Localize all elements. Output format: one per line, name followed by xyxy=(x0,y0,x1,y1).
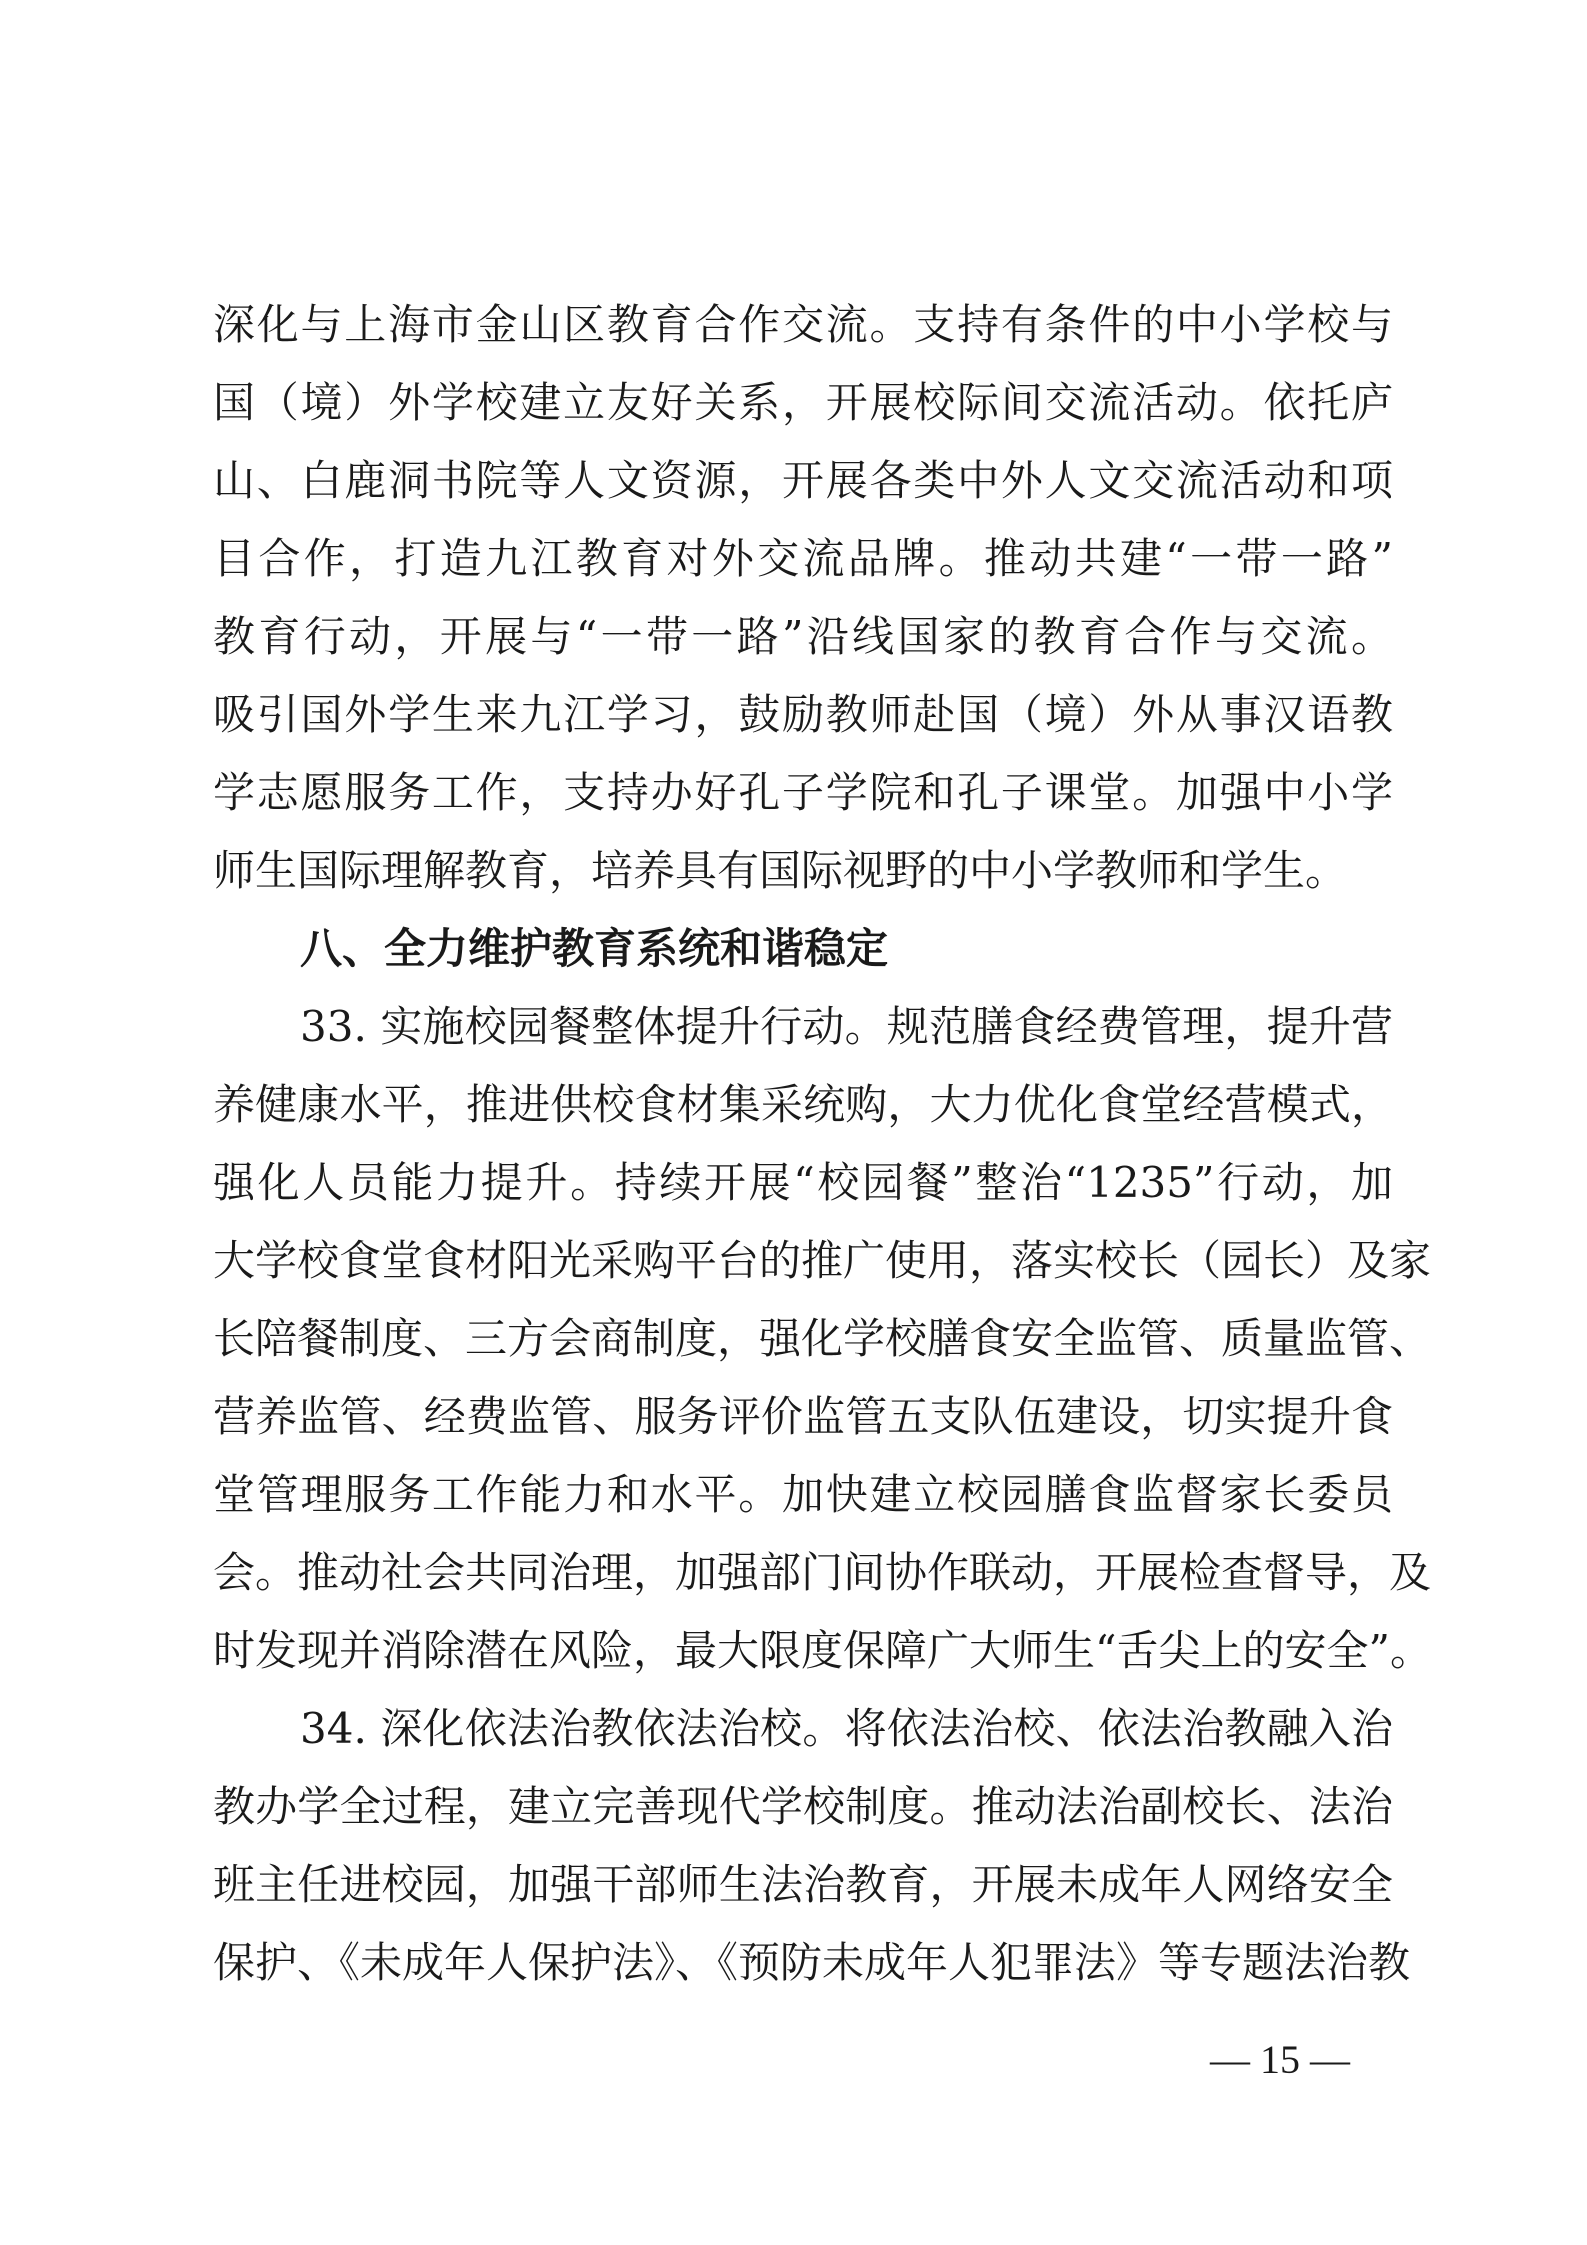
item-34-line: 保护、《未成年人保护法》、《预防未成年人犯罪法》等专题法治教 xyxy=(213,1938,1411,1987)
item-33-line: 养健康水平，推进供校食材集采统购，大力优化食堂经营模式， xyxy=(213,1080,1393,1129)
item-33-line: 时发现并消除潜在风险，最大限度保障广大师生“舌尖上的安全”。 xyxy=(213,1626,1432,1675)
item-34-line: 教办学全过程，建立完善现代学校制度。推动法治副校长、法治 xyxy=(213,1782,1393,1831)
item-33-line: 营养监管、经费监管、服务评价监管五支队伍建设，切实提升食 xyxy=(213,1392,1393,1441)
page-number: — 15 — xyxy=(1210,2037,1350,2082)
item-33-line: 33. 实施校园餐整体提升行动。规范膳食经费管理，提升营 xyxy=(300,1002,1393,1051)
paragraph-line: 学志愿服务工作，支持办好孔子学院和孔子课堂。加强中小学 xyxy=(213,768,1393,817)
section-heading: 八、全力维护教育系统和谐稳定 xyxy=(300,924,889,973)
item-33-line: 长陪餐制度、三方会商制度，强化学校膳食安全监管、质量监管、 xyxy=(213,1314,1432,1363)
paragraph-line: 教育行动，开展与“一带一路”沿线国家的教育合作与交流。 xyxy=(213,612,1393,661)
item-33-line: 强化人员能力提升。持续开展“校园餐”整治“1235”行动，加 xyxy=(213,1158,1393,1207)
paragraph-line: 国（境）外学校建立友好关系，开展校际间交流活动。依托庐 xyxy=(213,378,1393,427)
item-34-line: 34. 深化依法治教依法治校。将依法治校、依法治教融入治 xyxy=(300,1704,1393,1753)
paragraph-line: 师生国际理解教育，培养具有国际视野的中小学教师和学生。 xyxy=(213,846,1348,895)
item-33-line: 堂管理服务工作能力和水平。加快建立校园膳食监督家长委员 xyxy=(213,1470,1393,1519)
paragraph-line: 目合作，打造九江教育对外交流品牌。推动共建“一带一路” xyxy=(213,534,1393,583)
item-33-line: 大学校食堂食材阳光采购平台的推广使用，落实校长（园长）及家 xyxy=(213,1236,1432,1285)
paragraph-line: 山、白鹿洞书院等人文资源，开展各类中外人文交流活动和项 xyxy=(213,456,1393,505)
item-33-line: 会。推动社会共同治理，加强部门间协作联动，开展检查督导，及 xyxy=(213,1548,1432,1597)
paragraph-line: 深化与上海市金山区教育合作交流。支持有条件的中小学校与 xyxy=(213,300,1393,349)
paragraph-line: 吸引国外学生来九江学习，鼓励教师赴国（境）外从事汉语教 xyxy=(213,690,1393,739)
item-34-line: 班主任进校园，加强干部师生法治教育，开展未成年人网络安全 xyxy=(213,1860,1393,1909)
